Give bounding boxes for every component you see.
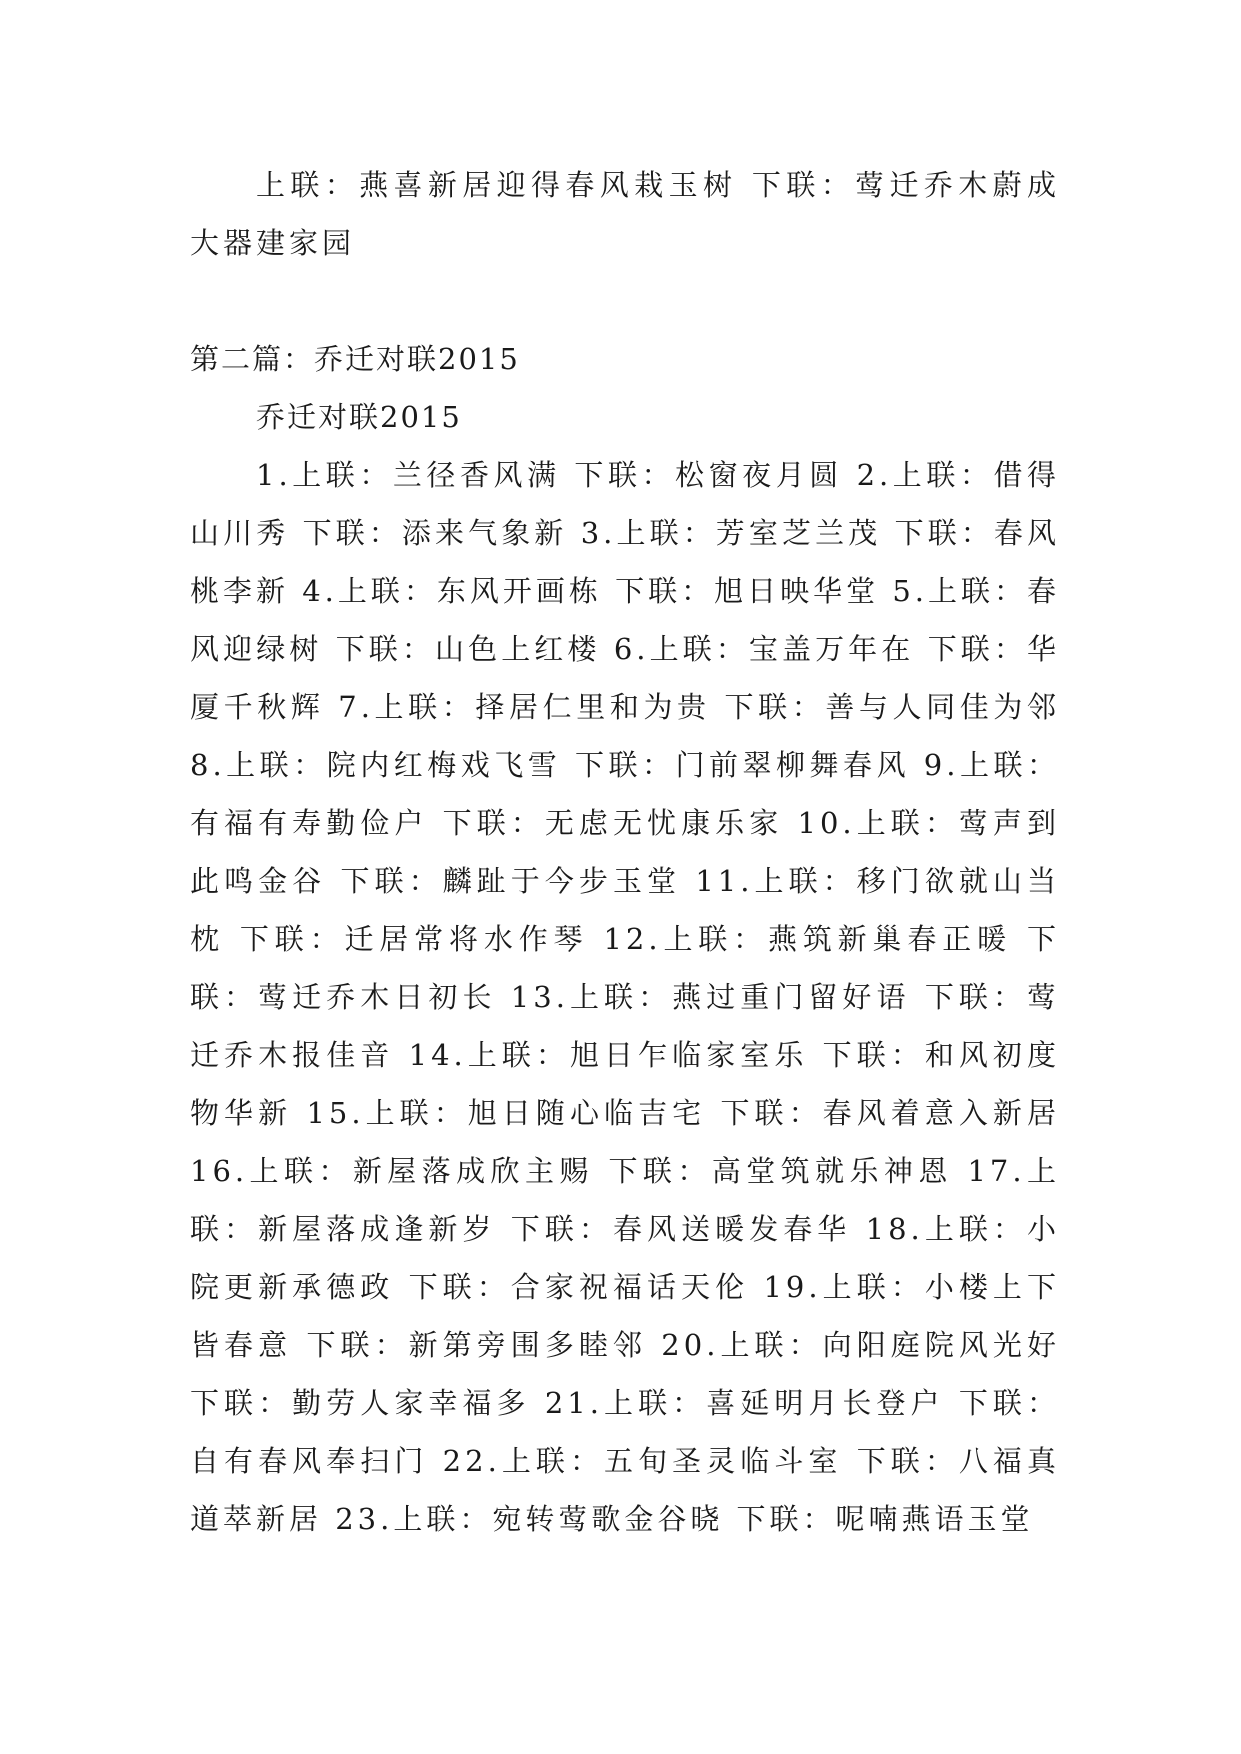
section-heading: 第二篇：乔迁对联2015	[190, 342, 520, 376]
intro-paragraph: 上联：燕喜新居迎得春风栽玉树 下联：莺迁乔木蔚成大器建家园	[190, 168, 1060, 260]
sub-title: 乔迁对联2015	[256, 400, 462, 434]
couplets-paragraph: 1.上联：兰径香风满 下联：松窗夜月圆 2.上联：借得山川秀 下联：添来气象新 3.上联：芳室芝兰茂 下联：春风桃李新 4.上联：东风开画栋 下联：旭日映华堂 5.上联：春风迎绿树 下联：山色上红楼 6.上联：宝盖万年在 下联：华厦千秋辉 7.上联：择居仁里和为贵 下联：善与人同佳为邻 8.上联：院内红梅戏飞雪 下联：门前翠柳舞春风 9.上联：有福有寿勤俭户 下联：无虑无忧康乐家 10.上联：莺声到此鸣金谷 下联：麟趾于今步玉堂 11.上联：移门欲就山当枕 下联：迁居常将水作琴 12.上联：燕筑新巢春正暖 下联：莺迁乔木日初长 13.上联：燕过重门留好语 下联：莺迁乔木报佳音 14.上联：旭日乍临家室乐 下联：和风初度物华新 15.上联：旭日随心临吉宅 下联：春风着意入新居 16.上联：新屋落成欣主赐 下联：高堂筑就乐神恩 17.上联：新屋落成逢新岁 下联：春风送暖发春华 18.上联：小院更新承德政 下联：合家祝福话天伦 19.上联：小楼上下皆春意 下联：新第旁围多睦邻 20.上联：向阳庭院风光好 下联：勤劳人家幸福多 21.上联：喜延明月长登户 下联：自有春风奉扫门 22.上联：五旬圣灵临斗室 下联：八福真道萃新居 23.上联：宛转莺歌金谷晓 下联：呢喃燕语玉堂	[190, 458, 1060, 1536]
